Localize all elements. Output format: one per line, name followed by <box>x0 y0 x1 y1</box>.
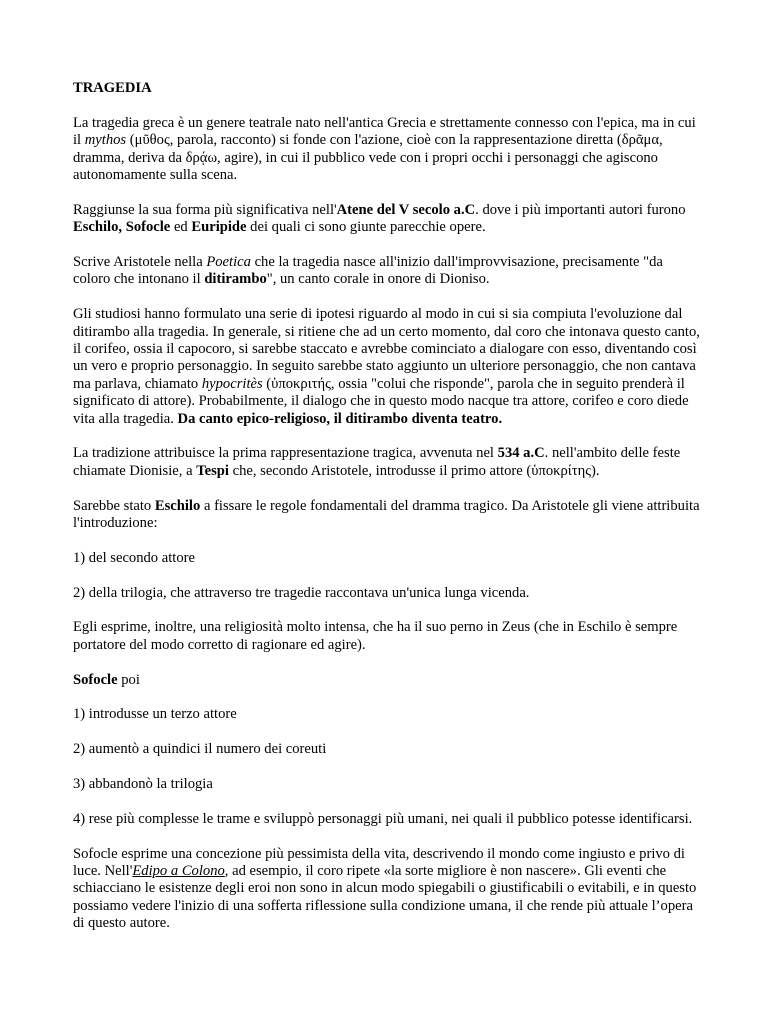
bold-term: Tespi <box>196 462 229 479</box>
text: che la tragedia nasce all'inizio dall'improvvisazione, precisamente "da coloro che intonano il <box>73 254 663 288</box>
list-item: 1) introdusse un terzo attore <box>73 706 237 723</box>
text: Scrive Aristotele nella <box>73 254 207 271</box>
edipo-link[interactable]: Edipo a Colono <box>132 863 225 880</box>
text: , ad esempio, il coro ripete «la sorte migliore è non nascere». Gli eventi che schiacciano le esistenze degli eroi non sono in alcun modo spiegabili o giustificabili o evitabili, e in questo possiamo vedere l'inizio di una sofferta riflessione sulla condizione umana, il che rende più attuale l’opera di questo autore. <box>73 863 697 932</box>
list-item: 1) del secondo attore <box>73 549 195 566</box>
list-item: 3) abbandonò la trilogia <box>73 776 213 793</box>
text: ", un canto corale in onore di Dioniso. <box>266 271 490 288</box>
paragraph-tradition <box>73 445 703 480</box>
paragraph-intro <box>73 115 703 185</box>
text: Gli studiosi hanno formulato una serie di ipotesi riguardo al modo in cui si sia compiuta l'evoluzione dal ditirambo alla tragedia. In generale, si ritiene che ad un certo momento, dal coro che intonava questo canto, il corifeo, ossia il capocoro, si sarebbe staccato e avrebbe cominciato a dialogare con esso, diventando così un vero e proprio personaggio. In seguito sarebbe stato aggiunto un ulteriore personaggio, che non cantava ma parlava, chiamato <box>73 306 700 392</box>
italic-term: Poetica <box>206 254 251 271</box>
text: La tragedia greca è un genere teatrale nato nell'antica Grecia e strettamente connesso con l'epica, ma in cui il <box>73 114 696 149</box>
document-page <box>73 80 703 950</box>
italic-term: hypocritès <box>201 375 263 392</box>
text: ed <box>170 219 192 236</box>
list-item: 4) rese più complesse le trame e sviluppò personaggi più umani, nei quali il pubblico potesse identificarsi. <box>73 810 693 827</box>
text: (μῦθος, parola, racconto) si fonde con l'azione, cioè con la rappresentazione diretta (δρᾶμα, dramma, deriva da δρᾴω, agire), in cui il pubblico vede con i propri occhi i personaggi che agiscono autonomamente sulla scena. <box>73 132 663 184</box>
text: La tradizione attribuisce la prima rappresentazione tragica, avvenuta nel <box>73 445 498 462</box>
text: poi <box>117 671 140 688</box>
document-title: TRAGEDIA <box>73 80 152 96</box>
text: Sarebbe stato <box>73 497 155 514</box>
bold-term: Eschilo, Sofocle <box>73 219 171 236</box>
text: Sofocle esprime una concezione più pessimista della vita, descrivendo il mondo come ingiusto e privo di luce. Nell' <box>73 845 685 880</box>
paragraph-evolution <box>73 306 703 428</box>
paragraph-aristotle <box>73 254 703 289</box>
text: . dove i più importanti autori furono <box>475 201 686 218</box>
list-item: 2) della trilogia, che attraverso tre tragedie raccontava un'unica lunga vicenda. <box>73 584 530 601</box>
text: a fissare le regole fondamentali del dramma tragico. Da Aristotele gli viene attribuita l'introduzione: <box>73 497 700 532</box>
paragraph-sofocle-heading <box>73 672 703 689</box>
text: (ὑποκριτής, ossia "colui che risponde", parola che in seguito prenderà il significato di attore). Probabilmente, il dialogo che in questo modo nacque tra attore, corifeo e coro diede vita alla tragedia. <box>73 375 689 427</box>
text: . nell'ambito delle feste chiamate Dionisie, a <box>73 445 681 479</box>
bold-term: Da canto epico-religioso, il ditirambo diventa teatro. <box>177 410 503 427</box>
paragraph-religion: Egli esprime, inoltre, una religiosità molto intensa, che ha il suo perno in Zeus (che in Eschilo è sempre portatore del modo corretto di ragionare ed agire). <box>73 619 678 653</box>
italic-term: mythos <box>84 132 127 149</box>
paragraph-pessimism <box>73 846 703 933</box>
text: Raggiunse la sua forma più significativa nell' <box>73 201 337 218</box>
bold-term: Euripide <box>191 219 247 236</box>
list-item: 2) aumentò a quindici il numero dei coreuti <box>73 741 327 758</box>
bold-term: Atene del V secolo a.C <box>336 201 476 218</box>
bold-term: Sofocle <box>73 671 118 688</box>
paragraph-eschilo <box>73 498 703 533</box>
text: che, secondo Aristotele, introdusse il primo attore (ὑποκρίτης). <box>228 462 600 479</box>
bold-term: ditirambo <box>204 271 267 288</box>
text: dei quali ci sono giunte parecchie opere. <box>246 219 486 236</box>
bold-term: 534 a.C <box>497 445 545 462</box>
paragraph-athens <box>73 202 703 237</box>
bold-term: Eschilo <box>154 497 201 514</box>
